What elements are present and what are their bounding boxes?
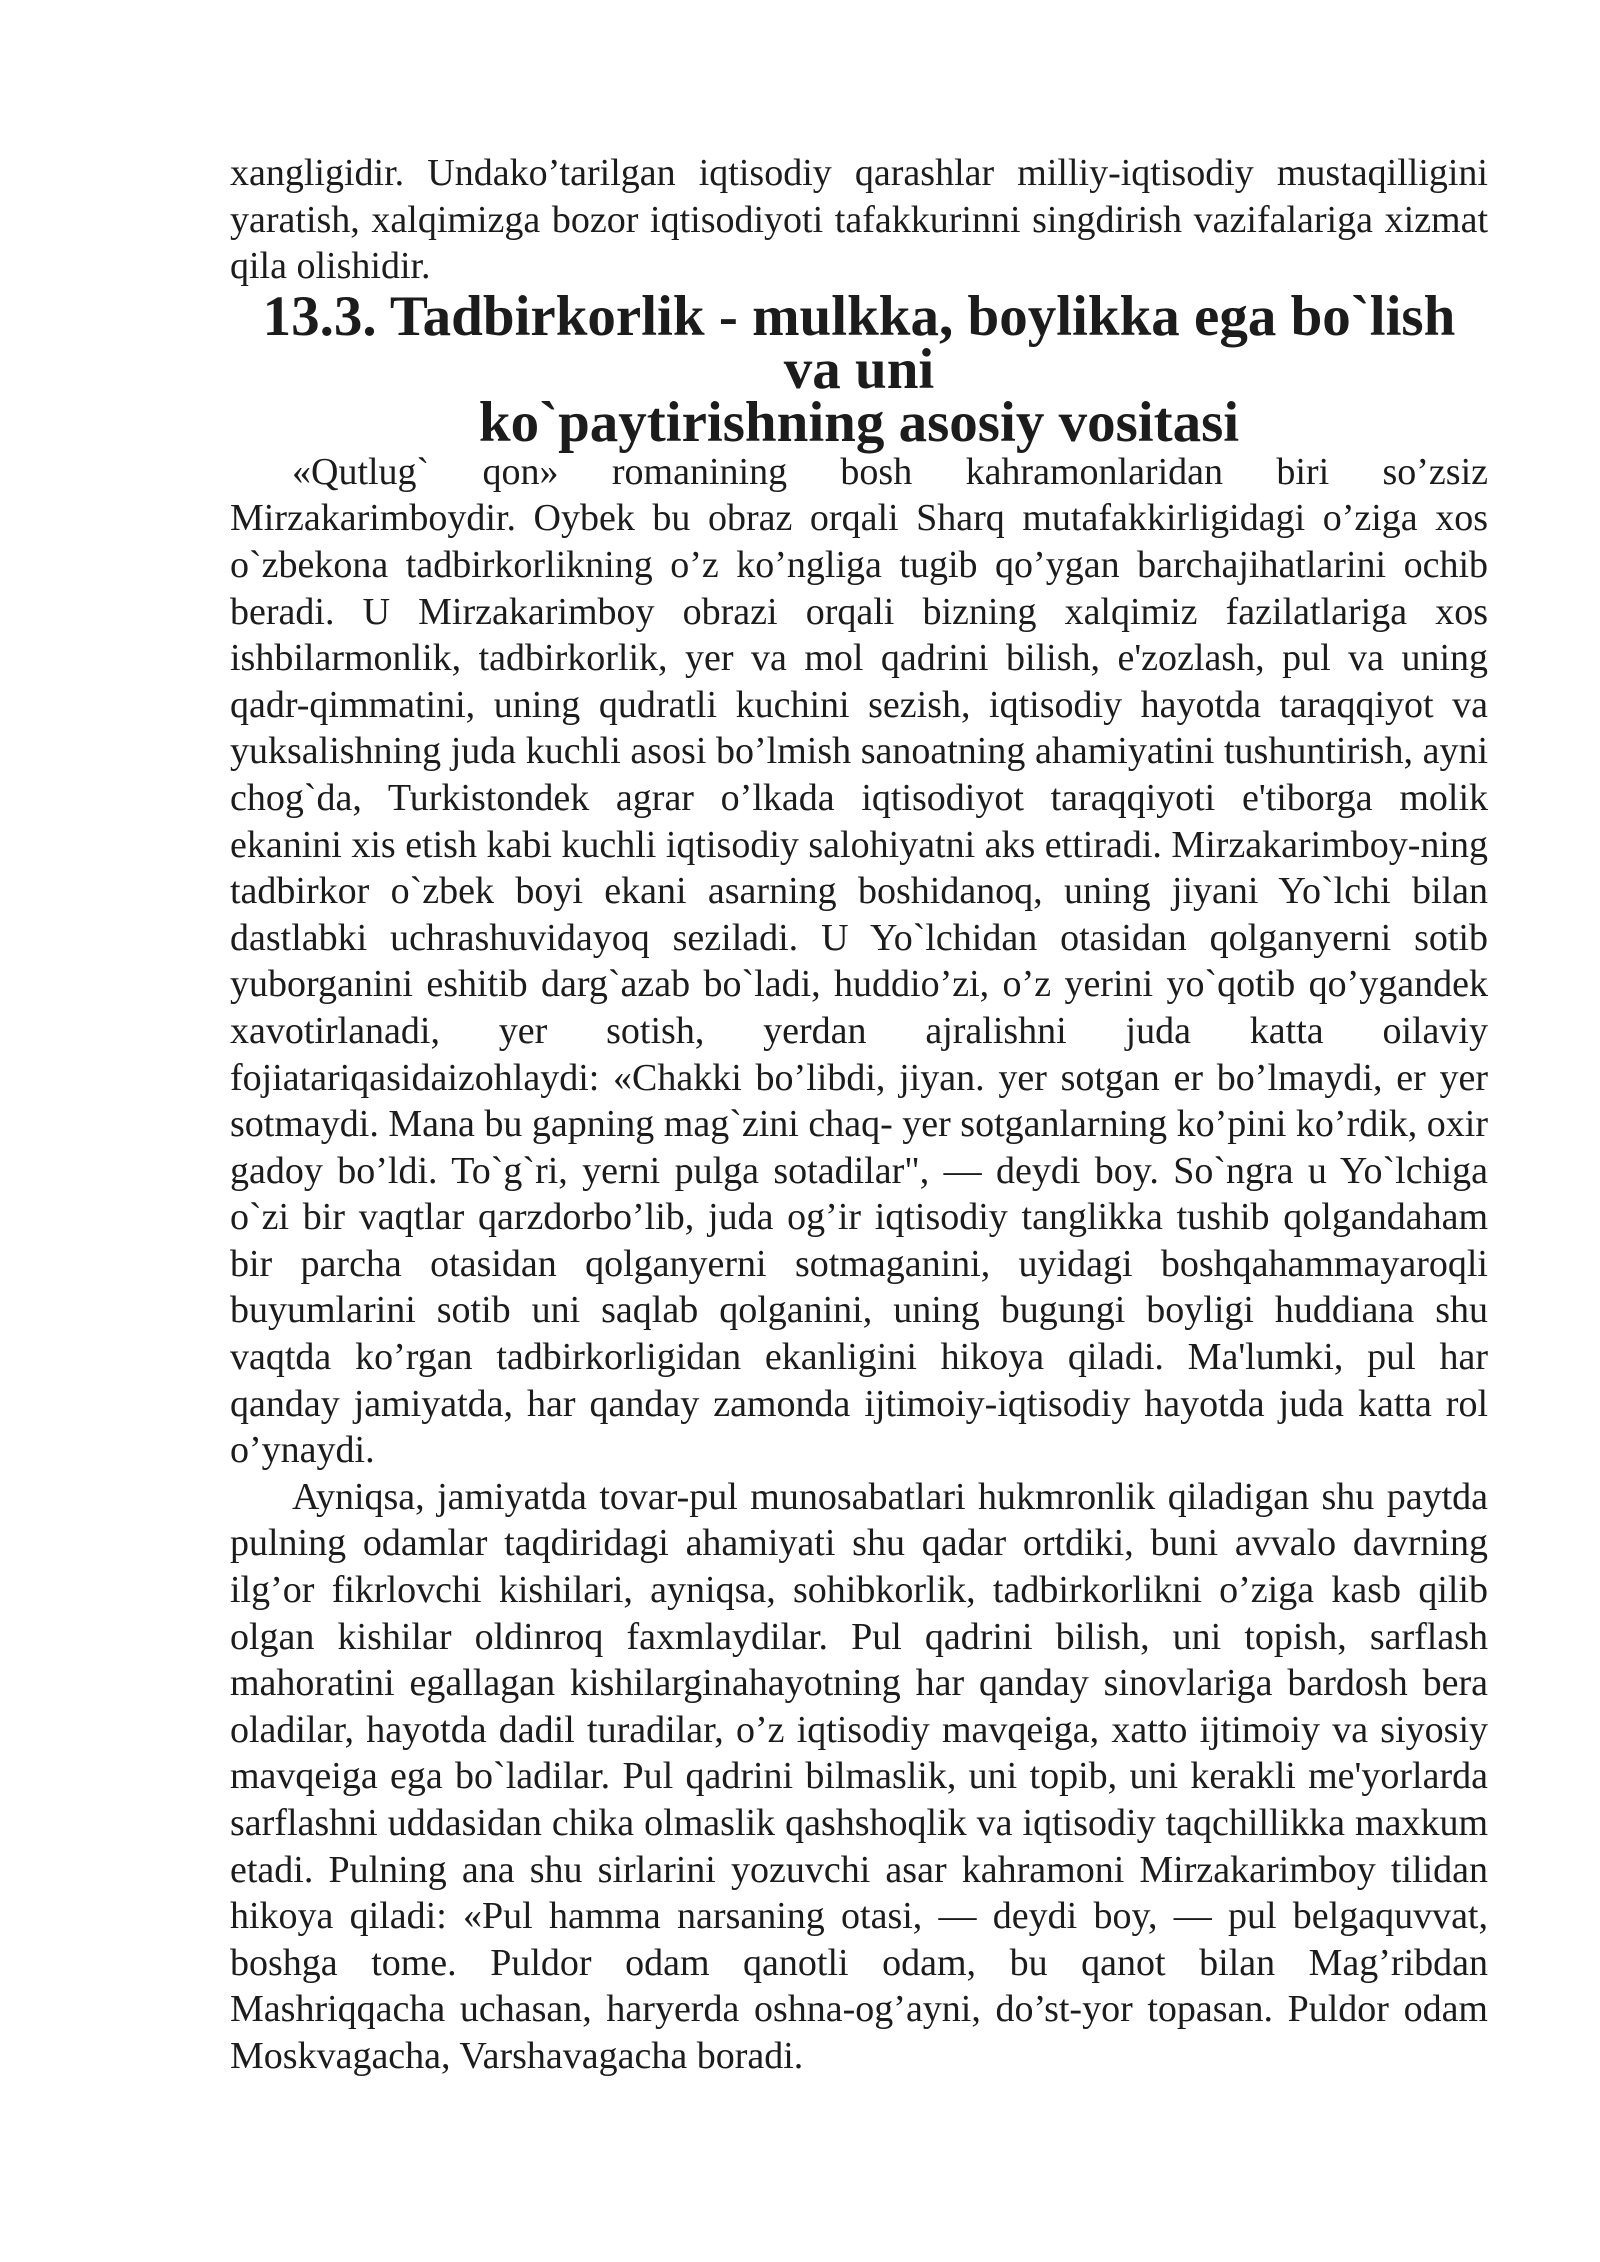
- paragraph-1: «Qutlug` qon» romanining bosh kahramonlaridan biri so’zsiz Mirzakarimboydir. Oybek bu obraz orqali Sharq mutafakkirligidagi o’ziga xos o`zbekona tadbirkorlikning o’z ko’ngliga tugib qo’ygan barchajihatlarini ochib beradi. U Mirzakarimboy obrazi orqali bizning xalqimiz fazilatlariga xos ishbilarmonlik, tadbirkorlik, yer va mol qadrini bilish, e'zozlash, pul va uning qadr-qimmatini, uning qudratli kuchini sezish, iqtisodiy hayotda taraqqiyot va yuksalishning juda kuchli asosi bo’lmish sanoatning ahamiyatini tushuntirish, ayni chog`da, Turkistondek agrar o’lkada iqtisodiyot taraqqiyoti e'tiborga molik ekanini xis etish kabi kuchli iqtisodiy salohiyatni aks ettiradi. Mirzakarimboy-ning tadbirkor o`zbek boyi ekani asarning boshidanoq, uning jiyani Yo`lchi bilan dastlabki uchrashuvidayoq seziladi. U Yo`lchidan otasidan qolganyerni sotib yuborganini eshitib darg`azab bo`ladi, huddio’zi, o’z yerini yo`qotib qo’ygandek xavotirlanadi, yer sotish, yerdan ajralishni juda katta oilaviy fojiatariqasidaizohlaydi: «Chakki bo’libdi, jiyan. yer sotgan er bo’lmaydi, er yer sotmaydi. Mana bu gapning mag`zini chaq- yer sotganlarning ko’pini ko’rdik, oxir gadoy bo’ldi. To`g`ri, yerni pulga sotadilar", — deydi boy. So`ngra u Yo`lchiga o`zi bir vaqtlar qarzdorbo’lib, juda og’ir iqtisodiy tanglikka tushib qolgandaham bir parcha otasidan qolganyerni sotmaganini, uyidagi boshqahammayaroqli buyumlarini sotib uni saqlab qolganini, uning bugungi boyligi huddiana shu vaqtda ko’rgan tadbirkorligidan ekanligini hikoya qiladi. Ma'lumki, pul har qanday jamiyatda, har qanday zamonda ijtimoiy-iqtisodiy hayotda juda katta rol o’ynaydi.: [230, 450, 1488, 1472]
- section-heading-line-1: 13.3. Tadbirkorlik - mulkka, boylikka ega bo`lish va uni: [262, 284, 1456, 401]
- paragraph-2: Ayniqsa, jamiyatda tovar-pul munosabatlari hukmronlik qiladigan shu paytda pulning odamlar taqdiridagi ahamiyati shu qadar ortdiki, buni avvalo davrning ilg’or fikrlovchi kishilari, ayniqsa, sohibkorlik, tadbirkorlikni o’ziga kasb qilib olgan kishilar oldinroq faxmlaydilar. Pul qadrini bilish, uni topish, sarflash mahoratini egallagan kishilarginahayotning har qanday sinovlariga bardosh bera oladilar, hayotda dadil turadilar, o’z iqtisodiy mavqeiga, xatto ijtimoiy va siyosiy mavqeiga ega bo`ladilar. Pul qadrini bilmaslik, uni topib, uni kerakli me'yorlarda sarflashni uddasidan chika olmaslik qashshoqlik va iqtisodiy taqchillikka maxkum etadi. Pulning ana shu sirlarini yozuvchi asar kahramoni Mirzakarimboy tilidan hikoya qiladi: «Pul hamma narsaning otasi, — deydi boy, — pul belgaquvvat, boshga tome. Puldor odam qanotli odam, bu qanot bilan Mag’ribdan Mashriqqacha uchasan, haryerda oshna-og’ayni, do’st-yor topasan. Puldor odam Moskvagacha, Varshavagacha boradi.: [230, 1475, 1488, 2077]
- paragraph-continuation: xangligidir. Undako’tarilgan iqtisodiy qarashlar milliy-iqtisodiy mustaqilligini yaratish, xalqimizga bozor iqtisodiyoti tafakkurinni singdirish vazifalariga xizmat qila olishidir.: [230, 152, 1488, 288]
- section-heading: [230, 284, 1488, 454]
- document-page: [230, 150, 1488, 2080]
- section-heading-line-2: ko`paytirishning asosiy vositasi: [478, 390, 1240, 454]
